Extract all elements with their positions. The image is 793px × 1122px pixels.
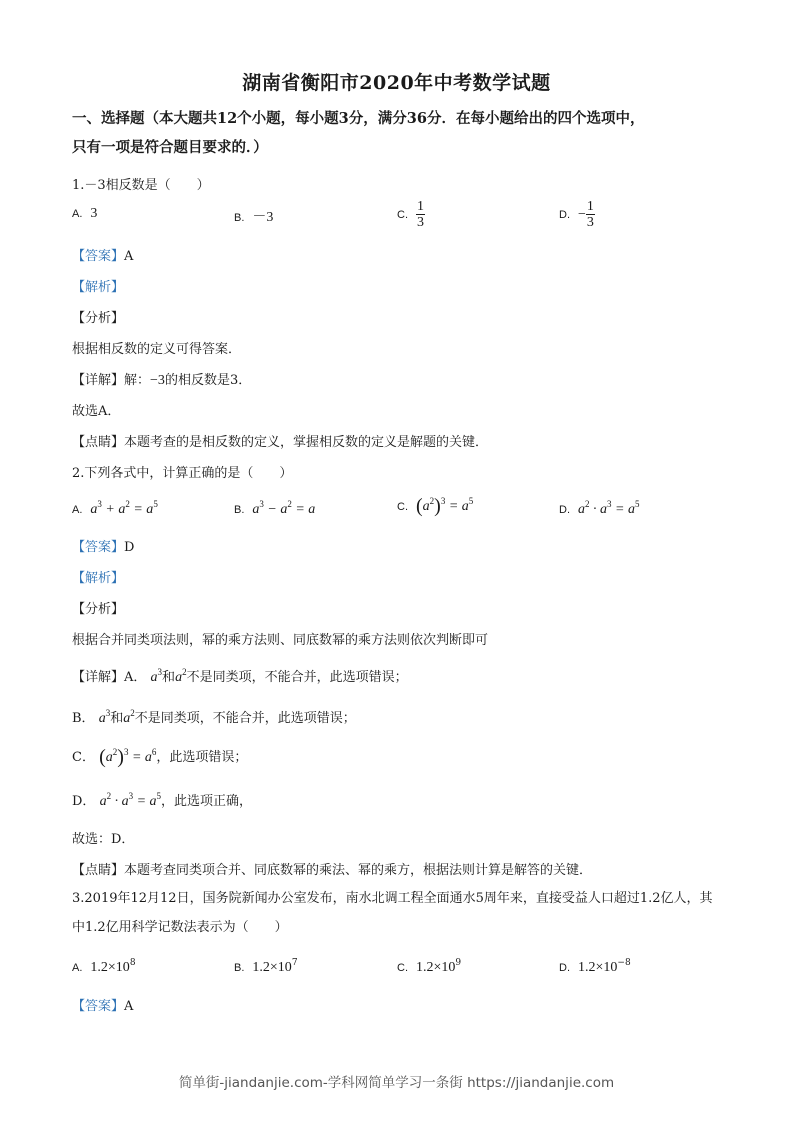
q3-option-a: A. $1.2\times 10^8$ <box>72 958 136 975</box>
q2-stem: 2.下列各式中，计算正确的是（ ） <box>72 466 293 481</box>
fraction: $\frac{1}{3}$ <box>586 199 594 230</box>
q1-option-b: B. －3 <box>234 210 274 225</box>
q1-stem: 1.－3相反数是（ ） <box>72 178 210 193</box>
section-heading-line-1: 一、选择题（本大题共12个小题，每小题3分，满分36分．在每小题给出的四个选项中， <box>72 110 645 127</box>
q3-answer: 【答案】A <box>72 999 134 1014</box>
q3-option-b: B. $1.2\times 10^7$ <box>234 958 298 975</box>
fraction: $\frac{1}{3}$ <box>417 199 424 230</box>
q1-conclusion: 故选A． <box>72 404 121 419</box>
page-title: 湖南省衡阳市2020年中考数学试题 <box>242 72 551 94</box>
q2-option-a: A. $a^3 + a^2 = a^5$ <box>72 499 158 517</box>
section-heading <box>72 104 732 162</box>
page-footer-watermark: 简单街-jiandanjie.com-学科网简单学习一条街 https://jiandanjie.com <box>178 1075 615 1091</box>
q2-fenxi-text: 根据合并同类项法则，幂的乘方法则、同底数幂的乘方法则依次判断即可 <box>72 633 489 648</box>
q2-detail-a: 【详解】A． $a^3$和$a^2$不是同类项，不能合并，此选项错误； <box>72 667 408 685</box>
q1-fenxi-text: 根据相反数的定义可得答案． <box>72 342 242 357</box>
q2-option-c: C. $(a^2)^3 = a^5$ <box>397 495 474 517</box>
q1-analysis-tag: 【解析】 <box>72 280 125 295</box>
q2-answer: 【答案】D <box>72 540 135 555</box>
q1-option-a: A. 3 <box>72 206 98 221</box>
q2-option-d: D. $a^2 \cdot a^3 = a^5$ <box>559 499 640 517</box>
q3-option-c: C. $1.2\times 10^9$ <box>397 958 462 975</box>
q2-detail-c: C． $(a^2)^3 = a^6$，此选项错误； <box>72 746 248 768</box>
q1-comment: 【点睛】本题考查的是相反数的定义，掌握相反数的定义是解题的关键． <box>72 435 489 450</box>
q2-detail-d: D． $a^2 \cdot a^3 = a^5$，此选项正确， <box>72 791 253 809</box>
q1-fenxi-tag: 【分析】 <box>72 311 125 326</box>
q1-answer: 【答案】A <box>72 249 134 264</box>
q2-detail-b: B． $a^3$和$a^2$不是同类项，不能合并，此选项错误； <box>72 708 356 726</box>
q1-option-d: D. − $\frac{1}{3}$ <box>559 199 594 230</box>
q2-fenxi-tag: 【分析】 <box>72 602 125 617</box>
q1-option-c: C. $\frac{1}{3}$ <box>397 199 424 230</box>
q3-stem: 3.2019年12月12日，国务院新闻办公室发布，南水北调工程全面通水5周年来，直接受益人口超过1.2亿人，其中1.2亿用科学记数法表示为（ ） <box>72 891 713 935</box>
q3-option-d: D. $1.2\times 10^{-8}$ <box>559 958 631 975</box>
section-heading-line-2: 只有一项是符合题目要求的．） <box>72 139 268 156</box>
q2-analysis-tag: 【解析】 <box>72 571 125 586</box>
q2-conclusion: 故选：D． <box>72 832 135 847</box>
q2-comment: 【点睛】本题考查同类项合并、同底数幂的乘法、幂的乘方，根据法则计算是解答的关键． <box>72 863 593 878</box>
q1-detail: 【详解】解：−3的相反数是3． <box>72 373 252 388</box>
q2-option-b: B. $a^3 - a^2 = a$ <box>234 499 316 517</box>
